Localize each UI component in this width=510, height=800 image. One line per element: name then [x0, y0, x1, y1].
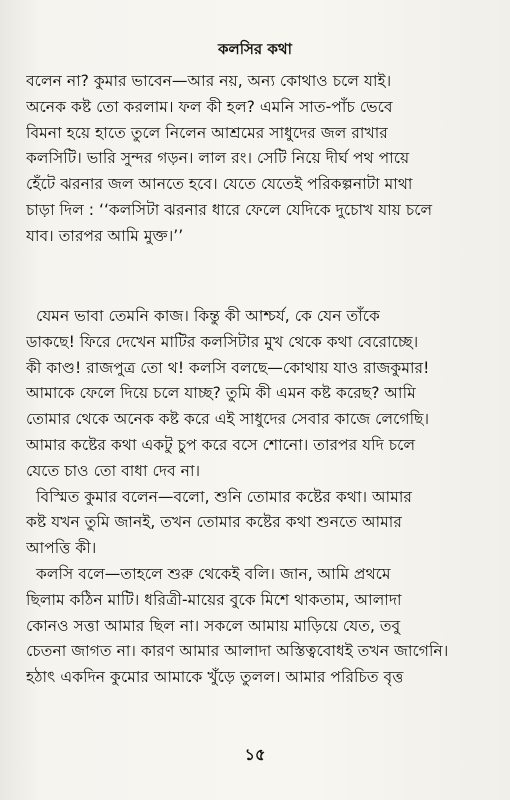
text-line: চেতনা জাগত না। কারণ আমার আলাদা অস্তিত্ববোধই তখন জাগেনি। [26, 642, 449, 661]
paragraph-2 [26, 304, 488, 691]
text-line: কী কাণ্ড! রাজপুত্র তো থ! কলসি বলছে—কোথায় যাও রাজকুমার! [26, 358, 430, 377]
text-line: হঠাৎ একদিন কুমোর আমাকে খুঁড়ে তুলল। আমার পরিচিত বৃত্ত [26, 668, 404, 687]
text-line: বিমনা হয়ে হাতে তুলে নিলেন আশ্রমের সাধুদের জল রাখার [26, 123, 388, 142]
text-line: যাব। তারপর আমি মুক্ত।’’ [26, 226, 184, 245]
running-header: কলসির কথা [218, 40, 292, 58]
page-number: ১৫ [244, 745, 266, 764]
text-line: যেমন ভাবা তেমনি কাজ। কিন্তু কী আশ্চর্য, কে যেন তাঁকে [36, 307, 380, 325]
text-line: আপত্তি কী। [26, 539, 97, 558]
text-line: ডাকছে! ফিরে দেখেন মাটির কলসিটার মুখ থেকে কথা বেরোচ্ছে। [26, 332, 419, 351]
text-line: হেঁটে ঝরনার জল আনতে হবে। যেতে যেতেই পরিকল্পনাটা মাথা [26, 175, 413, 194]
text-line: যেতে চাও তো বাধা দেব না। [26, 461, 201, 480]
text-line: আমার কষ্টের কথা একটু চুপ করে বসে শোনো। তারপর যদি চলে [26, 435, 416, 454]
text-line: আমাকে ফেলে দিয়ে চলে যাচ্ছ? তুমি কী এমন কষ্ট করেছ? আমি [26, 384, 416, 403]
text-line: বলেন না? কুমার ভাবেন—আর নয়, অন্য কোথাও চলে যাই। [26, 72, 392, 90]
text-line: কলসিটি। ভারি সুন্দর গড়ন। লাল রং। সেটি নিয়ে দীর্ঘ পথ পায়ে [26, 149, 410, 168]
text-line: চাড়া দিল : ‘‘কলসিটা ঝরনার ধারে ফেলে যেদিকে দুচোখ যায় চলে [26, 200, 433, 219]
text-line: অনেক কষ্ট তো করলাম। ফল কী হল? এমনি সাত-পাঁচ ভেবে [26, 97, 393, 116]
text-line: কোনও সত্তা আমার ছিল না। সকলে আমায় মাড়িয়ে যেত, তবু [26, 616, 401, 635]
text-line: কলসি বলে—তাহলে শুরু থেকেই বলি। জান, আমি প্রথমে [36, 564, 391, 583]
text-line: কষ্ট যখন তুমি জানই, তখন তোমার কষ্টের কথা শুনতে আমার [26, 513, 402, 532]
paragraph-1 [26, 69, 488, 250]
text-line: ছিলাম কঠিন মাটি। ধরিত্রী-মায়ের বুকে মিশে থাকতাম, আলাদা [26, 590, 402, 609]
text-line: বিস্মিত কুমার বলেন—বলো, শুনি তোমার কষ্টের কথা। আমার [36, 487, 412, 506]
text-line: তোমার থেকে অনেক কষ্ট করে এই সাধুদের সেবার কাজে লেগেছি। [26, 410, 430, 429]
